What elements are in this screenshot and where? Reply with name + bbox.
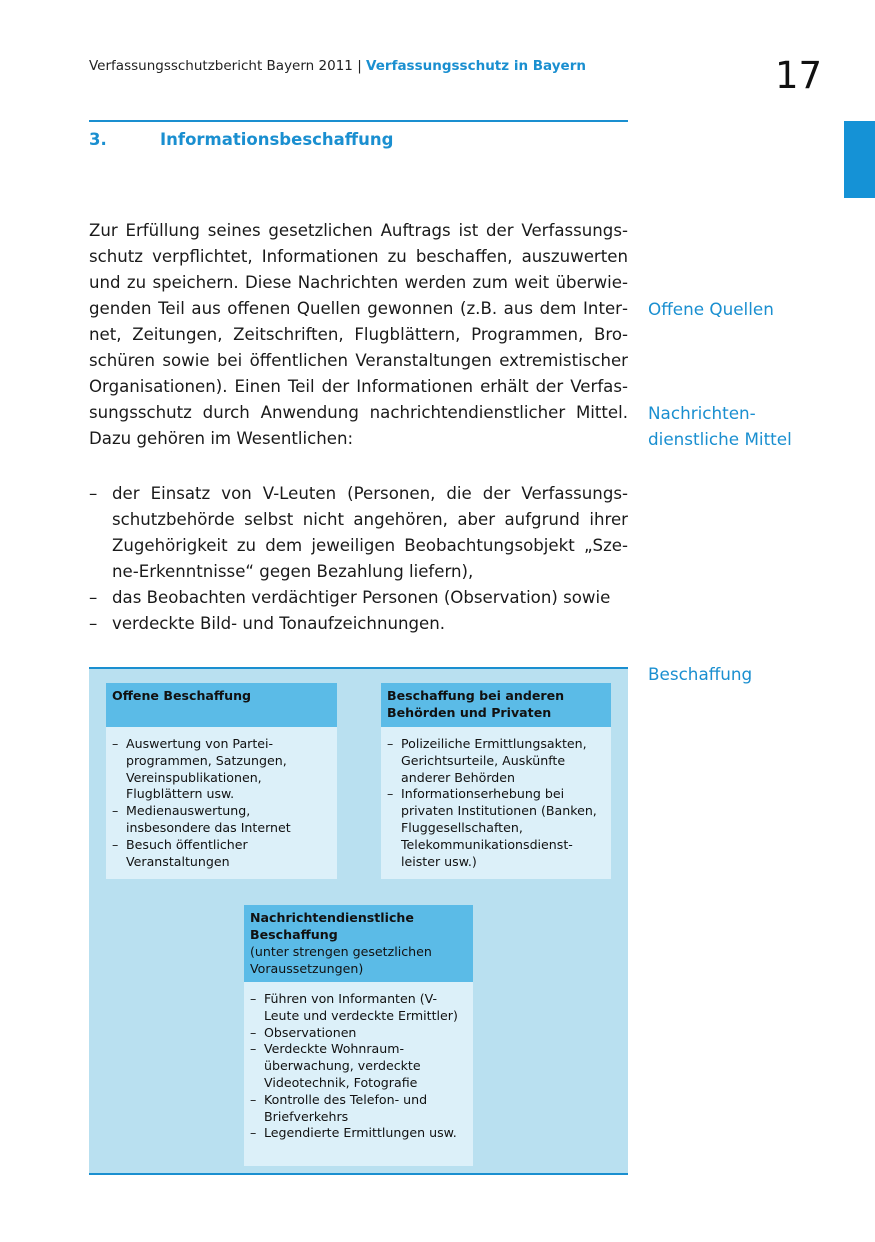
list-item [89, 585, 628, 611]
box-beschaffung-behoerden [381, 683, 611, 879]
box-title: Offene Beschaffung [112, 688, 252, 703]
list-item [250, 1125, 467, 1142]
body-paragraph [89, 218, 628, 452]
list-item [112, 736, 331, 803]
section-title: Verfassungsschutz in Bayern [366, 58, 586, 74]
box-title: Nachrichtendienstliche Beschaffung [250, 910, 414, 942]
list-item [387, 736, 605, 786]
box-header [244, 905, 473, 982]
bullet-list [89, 481, 628, 637]
list-item-text: Führen von Informanten (V-Leute und verdeckte Ermittler) [264, 991, 458, 1023]
list-item-text: der Einsatz von V-Leuten (Personen, die der Verfassungsschutzbehörde selbst nicht angehören, aber aufgrund ihrer Zugehörigkeit zu dem jeweiligen Beobachtungsobjekt „Szene-Erkenntnisse“ gegen Bezahlung liefern), [112, 484, 628, 581]
margin-note-nachrichten-line1: Nachrichten- [648, 403, 756, 423]
list-item-text: das Beobachten verdächtiger Personen (Observation) sowie [112, 588, 611, 607]
bullet-dash: – [89, 614, 98, 633]
list-item-text: verdeckte Bild- und Tonaufzeichnungen. [112, 614, 446, 633]
list-item-text: Legendierte Ermittlungen usw. [264, 1125, 457, 1141]
bullet-dash: – [250, 991, 257, 1006]
bullet-dash: – [250, 1125, 257, 1141]
bullet-dash: – [89, 484, 98, 503]
beschaffung-diagram [89, 667, 628, 1175]
margin-note-offene-quellen: Offene Quellen [648, 299, 774, 319]
heading-number: 3. [89, 130, 107, 149]
margin-note-nachrichten-line2: dienstliche Mittel [648, 429, 792, 449]
list-item [112, 803, 331, 837]
chapter-tab-marker [844, 121, 875, 198]
paragraph-text: Zur Erfüllung seines gesetzlichen Auftrags ist der Verfassungsschutz verpflichtet, Informationen zu beschaffen, auszuwerten und zu speichern. Diese Nachrichten werden zum weit überwiegenden Teil aus offenen Quellen gewonnen (z.B. aus dem Internet, Zeitungen, Zeitschriften, Flugblättern, Programmen, Broschüren sowie bei öffentlichen Veranstaltungen extremistischer Organisationen). Einen Teil der Informationen erhält der Verfassungsschutz durch Anwendung nachrichtendienstlicher Mittel. Dazu gehören im Wesentlichen: [89, 221, 628, 448]
bullet-dash: – [112, 736, 119, 751]
box-body [106, 727, 337, 879]
list-item-text: Informationserhebung bei privaten Institutionen (Banken, Fluggesellschaften, Telekommunikationsdienstleister usw.) [401, 786, 597, 869]
list-item-text: Besuch öffentlicher Veranstaltungen [126, 836, 248, 869]
box-header [381, 683, 611, 727]
box-offene-beschaffung [106, 683, 337, 879]
list-item-text: Verdeckte Wohnraumüberwachung, verdeckte Videotechnik, Fotografie [264, 1041, 421, 1090]
bullet-dash: – [387, 736, 394, 751]
list-item [387, 786, 605, 870]
list-item [250, 991, 467, 1025]
list-item [250, 1025, 467, 1042]
heading-title: Informationsbeschaffung [160, 130, 394, 149]
bullet-dash: – [112, 836, 119, 852]
list-item [250, 1092, 467, 1126]
list-item [112, 837, 331, 871]
bullet-dash: – [112, 803, 119, 819]
bullet-dash: – [250, 1091, 257, 1107]
heading-rule [89, 120, 628, 122]
running-header [89, 58, 586, 74]
list-item-text: Observationen [264, 1024, 357, 1040]
list-item-text: Medienauswertung, insbesondere das Internet [126, 803, 291, 835]
margin-note-beschaffung: Beschaffung [648, 664, 753, 684]
page-number: 17 [775, 54, 823, 97]
box-subtitle: (unter strengen gesetzlichen Voraussetzungen) [250, 944, 432, 976]
list-item [89, 611, 628, 637]
list-item-text: Polizeiliche Ermittlungsakten, Gerichtsurteile, Auskünfte anderer Behörden [401, 736, 587, 785]
box-title: Beschaffung bei anderen Behörden und Privaten [387, 688, 565, 720]
bullet-dash: – [387, 786, 394, 802]
header-separator: | [357, 58, 362, 74]
box-nachrichtendienstliche-beschaffung [244, 905, 473, 1166]
box-header [106, 683, 337, 727]
report-title: Verfassungsschutzbericht Bayern 2011 [89, 58, 353, 74]
list-item [250, 1041, 467, 1091]
list-item-text: Auswertung von Parteiprogrammen, Satzungen, Vereinspublikationen, Flugblättern usw. [126, 736, 287, 802]
bullet-dash: – [89, 588, 98, 607]
bullet-dash: – [250, 1041, 257, 1057]
list-item-text: Kontrolle des Telefon- und Briefverkehrs [264, 1091, 428, 1124]
list-item [89, 481, 628, 585]
bullet-dash: – [250, 1024, 257, 1040]
box-body [244, 982, 473, 1166]
box-body [381, 727, 611, 879]
